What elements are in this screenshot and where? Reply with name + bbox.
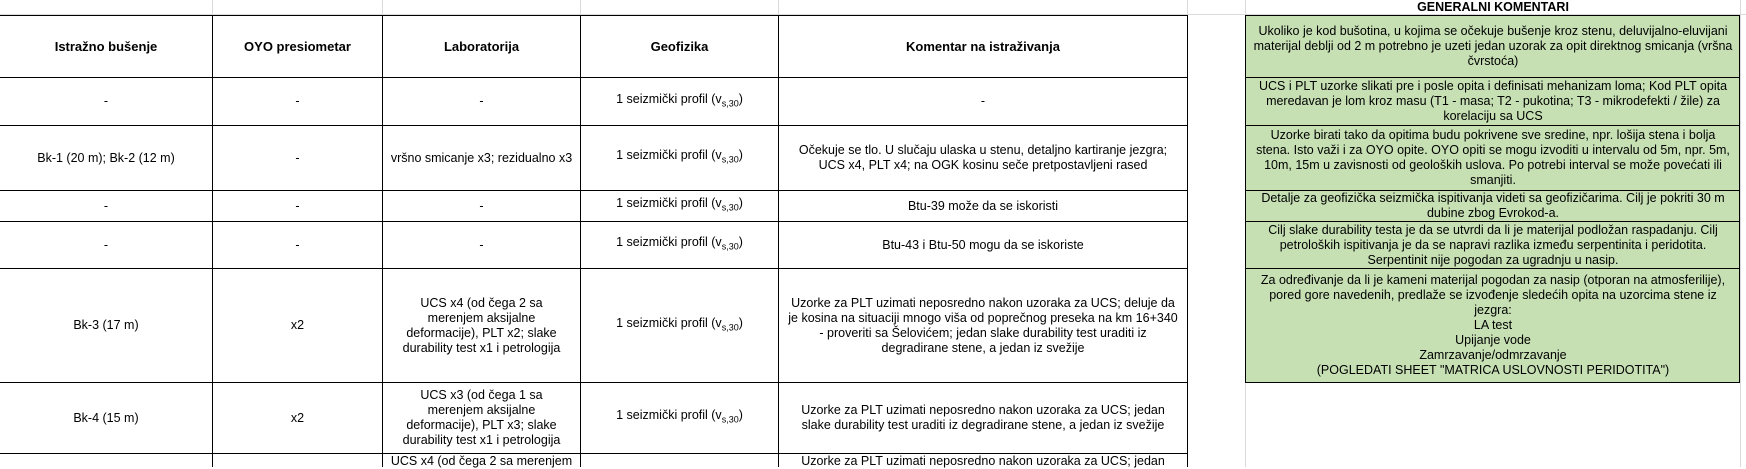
table-cell[interactable]: - (295, 198, 300, 213)
table-cell[interactable]: - (295, 94, 300, 108)
table-cell[interactable]: - (103, 198, 109, 213)
header-istrazno-busenje[interactable]: Istražno bušenje (54, 39, 158, 54)
table-cell[interactable]: Očekuje se tlo. U slučaju ulaska u stenu, detaljno kartiranje jezgra; UCS x4, PLT x4; na OGK kosinu seče pretpostavljeni rased (798, 143, 1168, 172)
general-comment-4[interactable]: Detalje za geofizička seizmička ispitivanja videti sa geofizičarima. Cilj je pokriti 30 m dubine zbog Evrokod-a. (1246, 191, 1740, 221)
table-cell[interactable]: - (103, 94, 109, 108)
table-cell-geofizika[interactable] (581, 269, 778, 382)
table-cell[interactable]: Uzorke za PLT uzimati neposredno nakon uzoraka za UCS; jedan (801, 454, 1165, 468)
geofizika-text: 1 seizmički profil $(v_{s,30})$ (616, 148, 743, 165)
table-cell[interactable]: Btu-43 i Btu-50 mogu da se iskoriste (882, 237, 1084, 252)
table-cell[interactable]: UCS x4 (od čega 2 sa merenjem aksijalne deformacije), PLT x2; slake durability test x1 i petrologija (402, 295, 561, 355)
geofizika-text: 1 seizmički profil $(v_{s,30})$ (616, 408, 743, 425)
table-cell-geofizika[interactable] (581, 222, 778, 268)
geofizika-text: 1 seizmički profil $(v_{s,30})$ (616, 235, 743, 252)
table-cell[interactable]: - (103, 237, 109, 252)
general-comment-5[interactable]: Cilj slake durability testa je da se utvrdi da li je materijal podložan raspadanju. Cilj petroloških ispitivanja je da se napravi razlika između serpentinita i peridotita. Serpentinit nije pogodan za ugradnju u nasip. (1246, 222, 1740, 268)
table-cell-geofizika[interactable] (581, 126, 778, 190)
header-geofizika[interactable]: Geofizika (650, 39, 709, 54)
table-cell[interactable]: UCS x4 (od čega 2 sa merenjem (390, 454, 573, 468)
table-cell[interactable]: Btu-39 može da se iskoristi (907, 198, 1059, 213)
table-cell[interactable]: x2 (290, 318, 305, 332)
table-cell-geofizika[interactable] (581, 78, 778, 125)
header-laboratorija[interactable]: Laboratorija (443, 39, 520, 54)
geofizika-text: 1 seizmički profil $(v_{s,30})$ (616, 91, 743, 109)
header-komentar[interactable]: Komentar na istraživanja (906, 39, 1060, 54)
header-generalni-komentari[interactable]: GENERALNI KOMENTARI (1417, 0, 1569, 14)
table-cell[interactable]: - (479, 237, 484, 252)
table-cell[interactable]: - (295, 237, 300, 252)
table-cell[interactable]: Uzorke za PLT uzimati neposredno nakon uzoraka za UCS; jedan slake durability test uraditi iz degradirane stene, a jedan iz svežije (801, 403, 1165, 432)
table-cell[interactable]: x2 (290, 410, 305, 425)
table-cell-geofizika[interactable] (581, 191, 778, 221)
table-cell[interactable]: - (980, 94, 986, 108)
table-cell[interactable]: - (479, 94, 484, 108)
geofizika-text: 1 seizmički profil $(v_{s,30})$ (616, 315, 743, 333)
table-cell[interactable]: Bk-1 (20 m); Bk-2 (12 m) (37, 150, 175, 165)
table-cell[interactable]: UCS x3 (od čega 1 sa merenjem aksijalne deformacije), PLT x3; slake durability test x1 i petrologija (402, 388, 561, 447)
general-comment-1[interactable]: Ukoliko je kod bušotina, u kojima se očekuje bušenje kroz stenu, deluvijalno-eluvijani materijal deblji od 2 m potrebno je uzeti jedan uzorak za opit direktnog smicanja (vršna čvrstoća) (1246, 16, 1740, 77)
table-cell[interactable]: - (295, 150, 300, 165)
table-cell[interactable]: Bk-3 (17 m) (73, 318, 139, 332)
general-comment-6[interactable]: Za određivanje da li je kameni materijal pogodan za nasip (otporan na atmosferilije), pored gore navedenih, predlaže se izvođenje sledećih opita na uzorcima stene iz jezgra: LA test Upijanje vode Zamrzavanje/odmrzavanje (POGLEDATI SHEET "MATRICA USLOVNOSTI PERIDOTITA") (1246, 269, 1740, 382)
header-oyo-presiometar[interactable]: OYO presiometar (244, 39, 351, 54)
general-comment-2[interactable]: UCS i PLT uzorke slikati pre i posle opita i definisati mehanizam loma; Kod PLT opita meredavan je lom kroz masu (T1 - masa; T2 - pukotina; T3 - mikrodefekti / žile) za korelaciju sa UCS (1246, 78, 1740, 125)
table-cell[interactable]: Bk-4 (15 m) (73, 410, 139, 425)
table-cell[interactable]: Uzorke za PLT uzimati neposredno nakon uzoraka za UCS; deluje da je kosina na situaciji mnogo viša od poprečnog preseka na km 16+340 - proveriti sa Šelovićem; jedan slake durability test uraditi iz degradirane stene, a jedan iz svežije (788, 295, 1178, 355)
table-cell-geofizika[interactable] (581, 383, 778, 453)
table-cell[interactable]: - (479, 198, 484, 213)
geofizika-text: 1 seizmički profil $(v_{s,30})$ (616, 196, 743, 213)
table-cell[interactable]: vršno smicanje x3; rezidualno x3 (390, 150, 573, 165)
general-comment-3[interactable]: Uzorke birati tako da opitima budu pokrivene sve sredine, npr. lošija stena i bolja stena. Isto važi i za OYO opite. OYO opiti se mogu izvoditi u intervalu od 5m, npr. 5m, 10m, 15m u zavisnosti od geoloških uslova. Po potrebi interval se može povećati ili smanjiti. (1246, 126, 1740, 190)
